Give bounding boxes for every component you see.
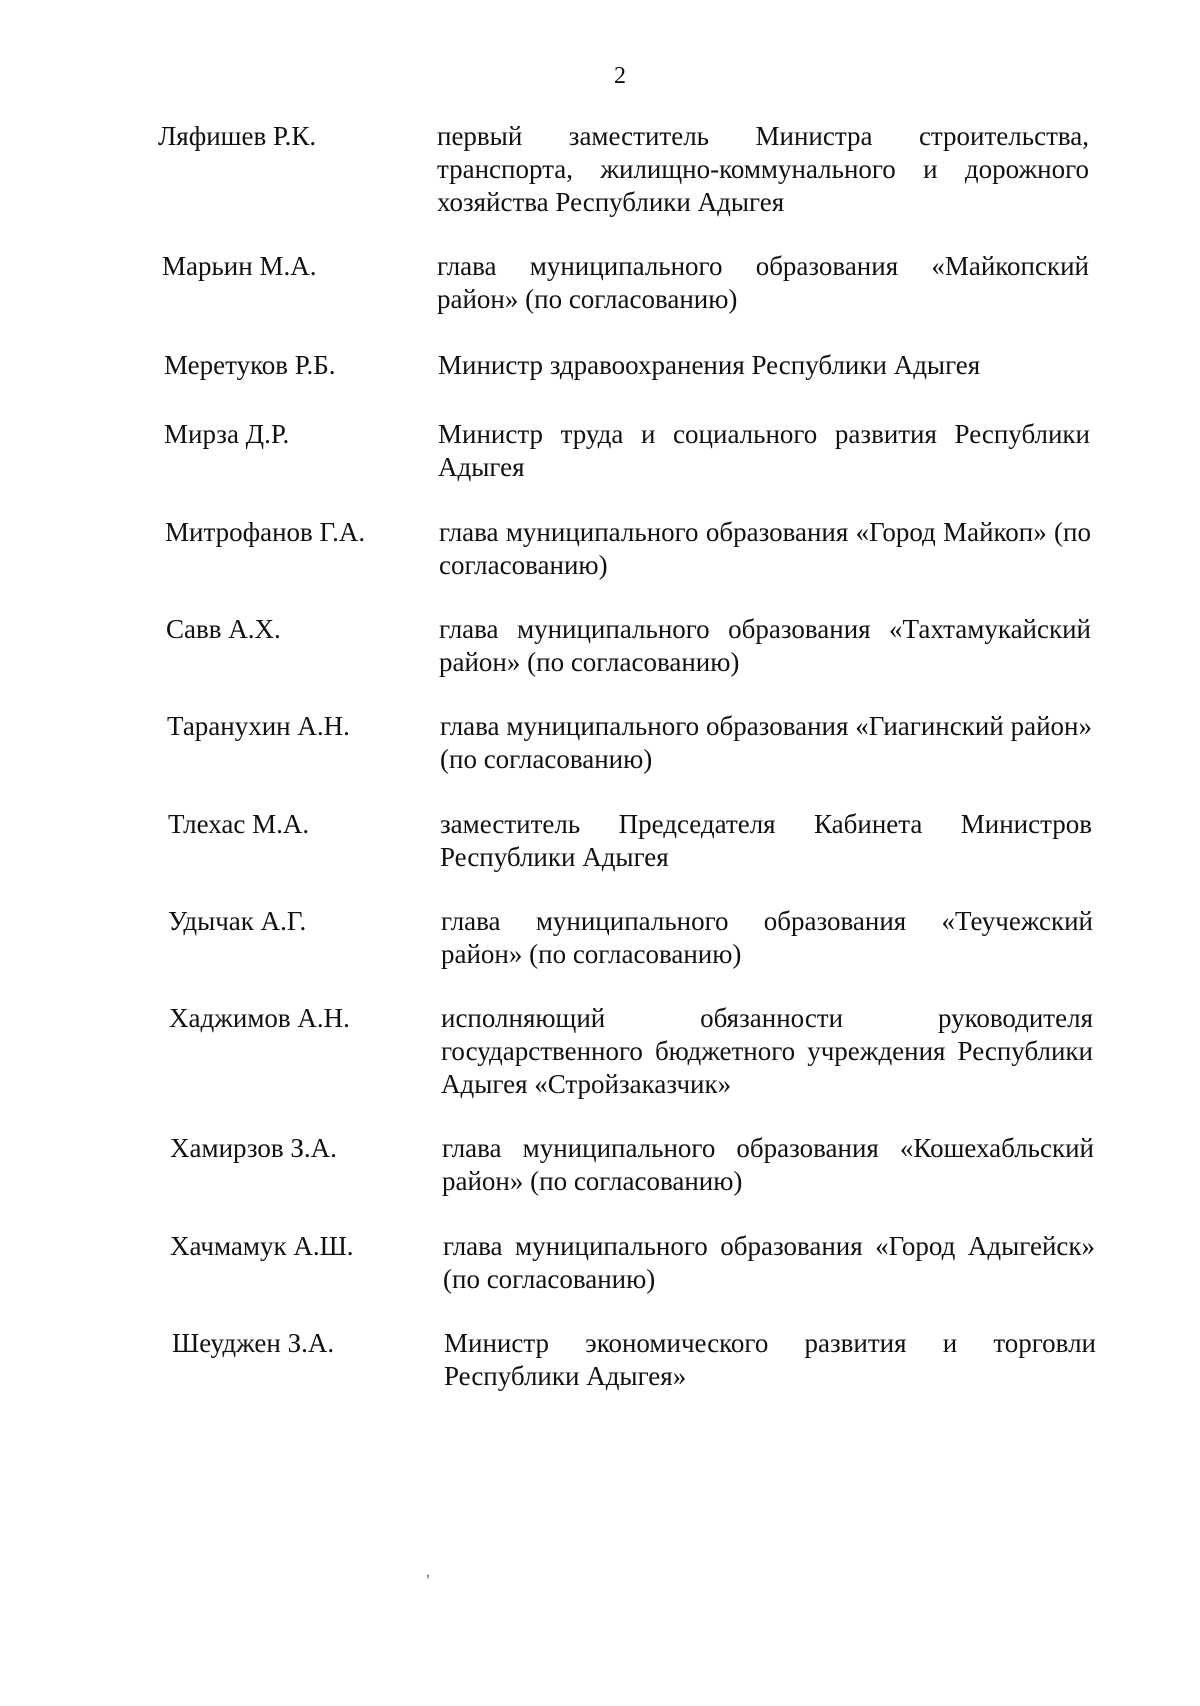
member-name: Ляфишев Р.К. — [158, 121, 317, 151]
member-role: Министр труда и социального развития Республики Адыгея — [438, 419, 1090, 482]
member-name: Савв А.Х. — [166, 614, 281, 644]
member-name: Таранухин А.Н. — [167, 711, 350, 741]
member-role: глава муниципального образования «Майкопский район» (по согласованию) — [437, 251, 1089, 314]
member-role: глава муниципального образования «Тахтамукайский район» (по согласованию) — [439, 614, 1091, 677]
member-name: Марьин М.А. — [162, 251, 317, 281]
member-name: Шеуджен З.А. — [172, 1328, 335, 1358]
member-role: глава муниципального образования «Гиагинский район» (по согласованию) — [440, 711, 1092, 774]
member-name: Удычак А.Г. — [168, 906, 307, 936]
member-name: Хаджимов А.Н. — [169, 1003, 350, 1033]
member-role: исполняющий обязанности руководителя государственного бюджетного учреждения Республики Адыгея «Стройзаказчик» — [441, 1003, 1093, 1099]
page-number: 2 — [614, 63, 626, 89]
member-name: Меретуков Р.Б. — [164, 350, 336, 380]
member-role: заместитель Председателя Кабинета Министров Республики Адыгея — [440, 809, 1092, 872]
member-role: глава муниципального образования «Город Адыгейск» (по согласованию) — [443, 1231, 1095, 1294]
member-name: Мирза Д.Р. — [164, 419, 290, 449]
member-name: Хамирзов З.А. — [170, 1133, 337, 1163]
member-role: глава муниципального образования «Теучежский район» (по согласованию) — [441, 906, 1093, 969]
scan-speck: ′ — [425, 1571, 435, 1590]
member-name: Тлехас М.А. — [168, 809, 310, 839]
member-role: первый заместитель Министра строительства, транспорта, жилищно-коммунального и дорожного хозяйства Республики Адыгея — [437, 121, 1089, 217]
member-name: Хачмамук А.Ш. — [170, 1231, 354, 1261]
member-role: Министр здравоохранения Республики Адыгея — [438, 350, 981, 380]
member-role: глава муниципального образования «Кошехабльский район» (по согласованию) — [442, 1133, 1094, 1196]
member-role: глава муниципального образования «Город Майкоп» (по согласованию) — [439, 517, 1091, 580]
member-role: Министр экономического развития и торговли Республики Адыгея» — [444, 1328, 1096, 1391]
member-name: Митрофанов Г.А. — [165, 517, 366, 547]
